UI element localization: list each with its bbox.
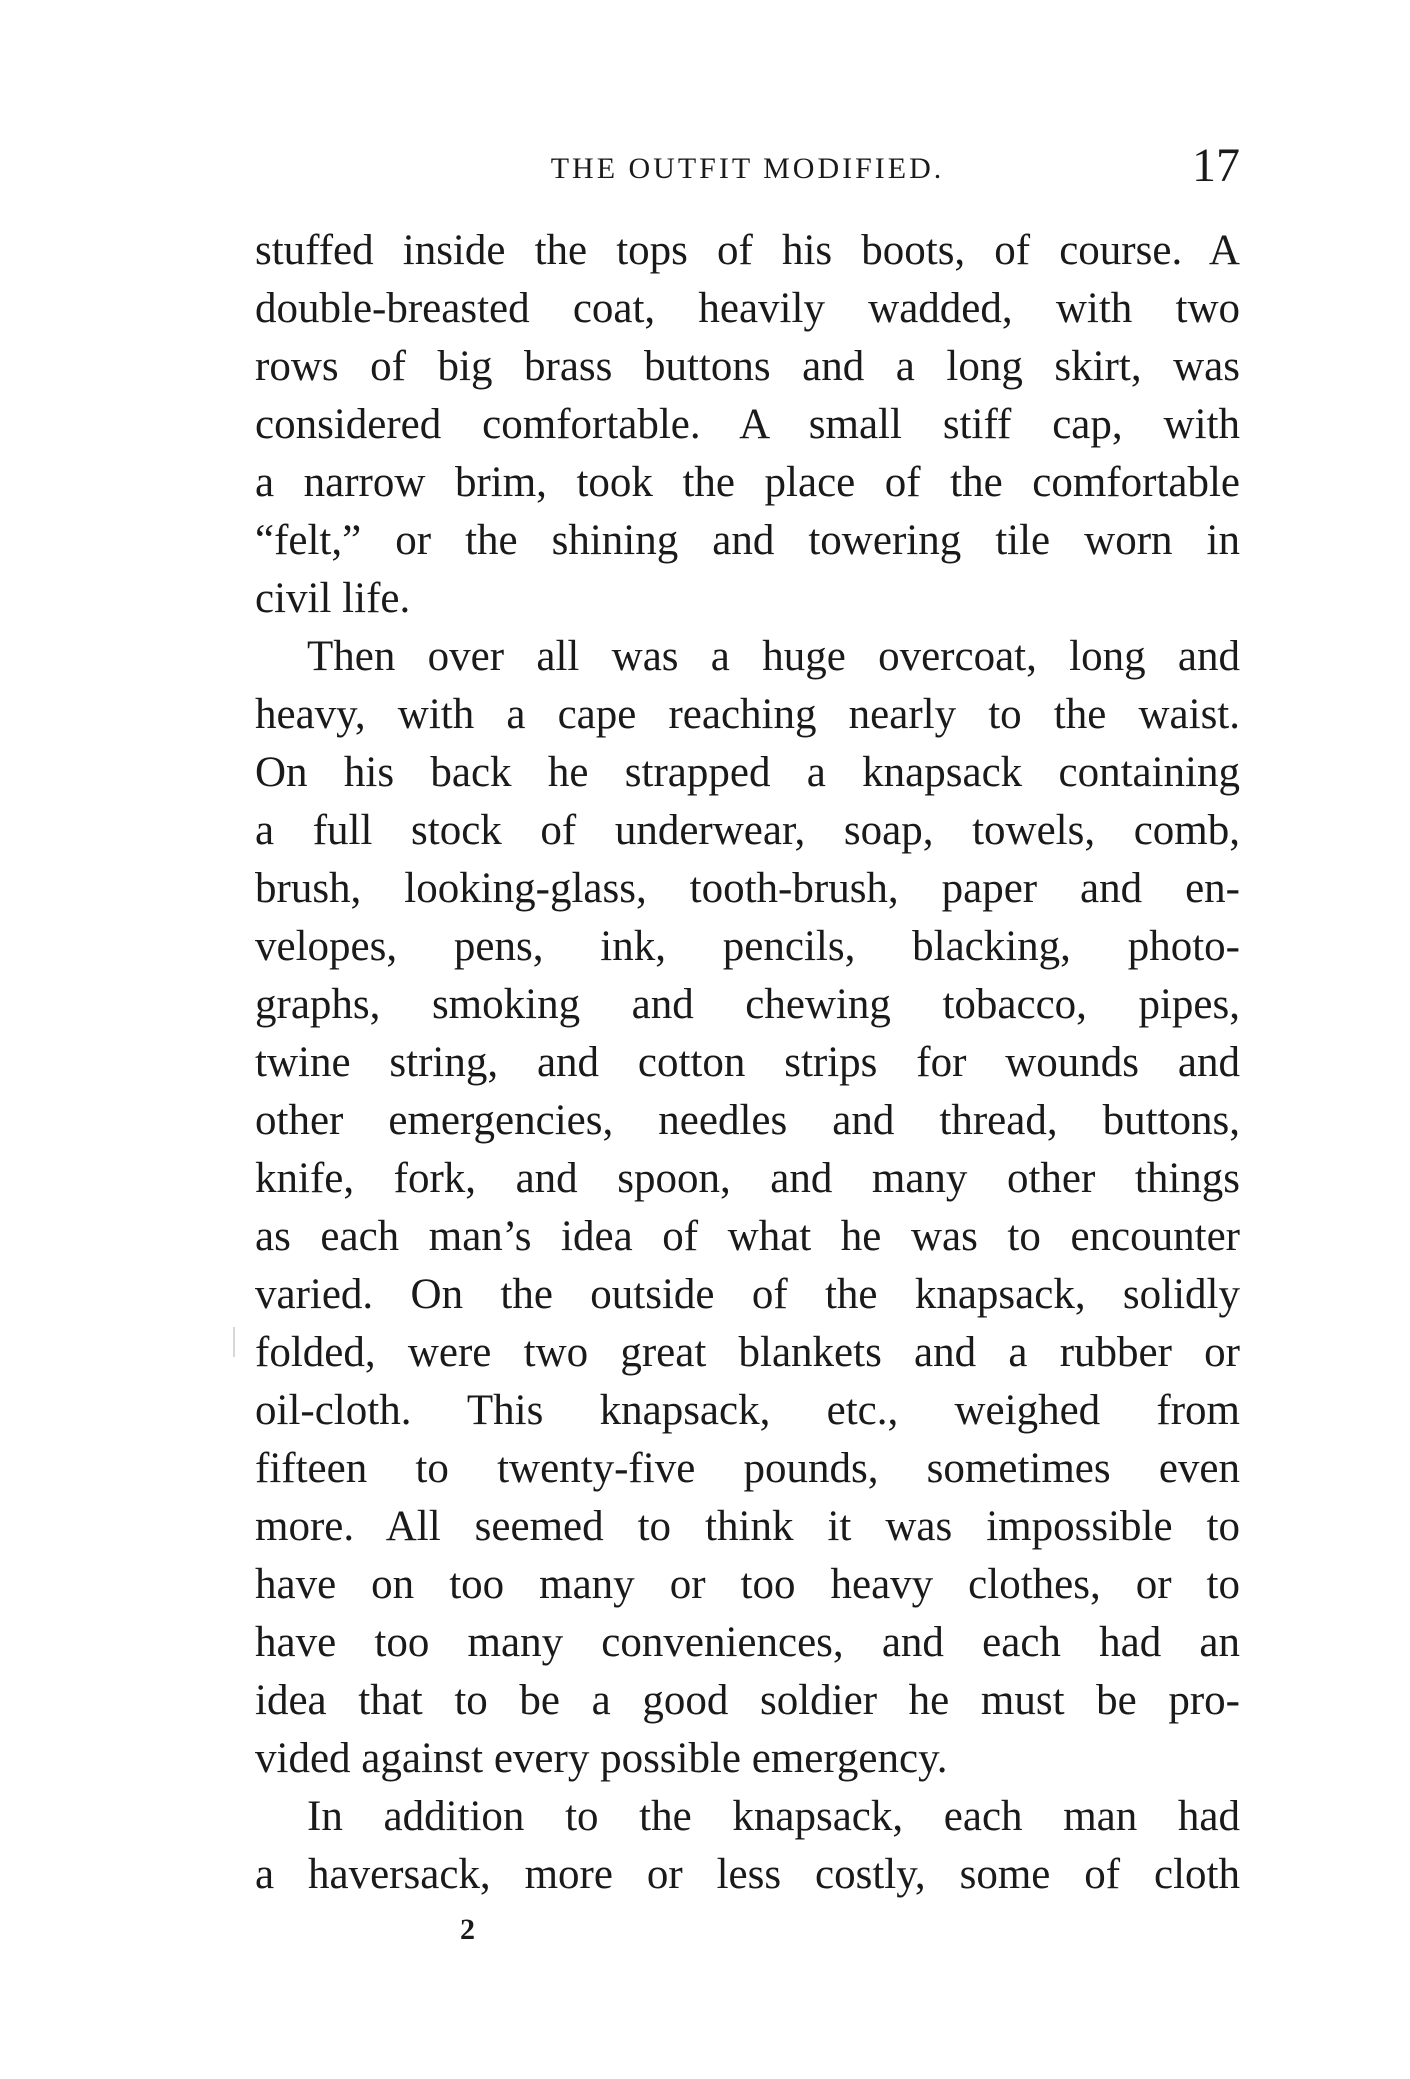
text-line: fifteen to twenty-five pounds, sometimes even (255, 1445, 1240, 1492)
text-line: vided against every possible emergency. (255, 1735, 948, 1782)
text-line: a haversack, more or less costly, some of cloth (255, 1851, 1240, 1898)
text-line: oil-cloth. This knapsack, etc., weighed from (255, 1387, 1240, 1434)
text-line: brush, looking-glass, tooth-brush, paper and en- (255, 865, 1240, 912)
running-head (255, 140, 1240, 200)
text-line: rows of big brass buttons and a long skirt, was (255, 343, 1240, 390)
text-line: a full stock of underwear, soap, towels, comb, (255, 807, 1240, 854)
signature-mark: 2 (460, 1913, 475, 1946)
text-line: have too many conveniences, and each had an (255, 1619, 1240, 1666)
text-line: graphs, smoking and chewing tobacco, pipes, (255, 981, 1240, 1028)
text-line: stuffed inside the tops of his boots, of course. A (255, 227, 1240, 274)
signature-mark-row (255, 1904, 1240, 1948)
text-line: other emergencies, needles and thread, buttons, (255, 1097, 1240, 1144)
text-line: velopes, pens, ink, pencils, blacking, photo- (255, 923, 1240, 970)
body-text (255, 222, 1240, 1948)
paragraph (255, 222, 1240, 628)
text-line: Then over all was a huge overcoat, long and (307, 633, 1240, 680)
text-line: a narrow brim, took the place of the comfortable (255, 459, 1240, 506)
paragraph (255, 628, 1240, 1788)
running-title: THE OUTFIT MODIFIED. (550, 152, 945, 185)
text-line: folded, were two great blankets and a rubber or (255, 1329, 1240, 1376)
text-line: double-breasted coat, heavily wadded, with two (255, 285, 1240, 332)
text-line: more. All seemed to think it was impossible to (255, 1503, 1240, 1550)
text-line: as each man’s idea of what he was to encounter (255, 1213, 1240, 1260)
text-line: idea that to be a good soldier he must be pro- (255, 1677, 1240, 1724)
page-number: 17 (1192, 139, 1240, 192)
text-line: varied. On the outside of the knapsack, solidly (255, 1271, 1240, 1318)
text-line: “felt,” or the shining and towering tile worn in (255, 517, 1240, 564)
text-line: considered comfortable. A small stiff cap, with (255, 401, 1240, 448)
text-line: On his back he strapped a knapsack containing (255, 749, 1240, 796)
text-line: knife, fork, and spoon, and many other things (255, 1155, 1240, 1202)
text-line: civil life. (255, 575, 411, 622)
text-line: twine string, and cotton strips for wounds and (255, 1039, 1240, 1086)
paragraph (255, 1788, 1240, 1904)
margin-mark (233, 1327, 235, 1357)
text-line: heavy, with a cape reaching nearly to the waist. (255, 691, 1240, 738)
text-line: In addition to the knapsack, each man had (307, 1793, 1240, 1840)
text-line: have on too many or too heavy clothes, or to (255, 1561, 1240, 1608)
